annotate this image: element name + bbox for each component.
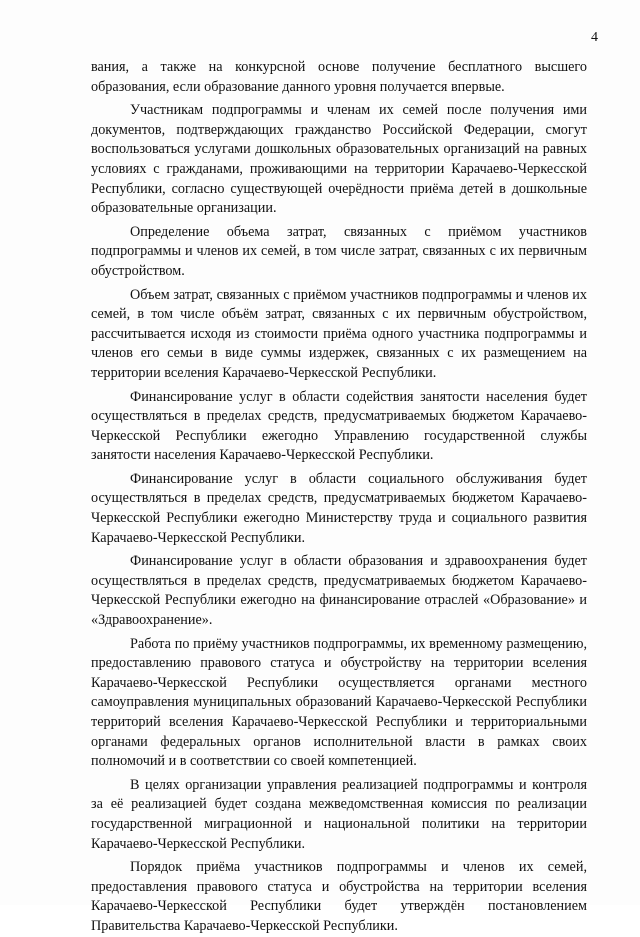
paragraph-social-services-funding: Финансирование услуг в области социального обслуживания будет осуществляться в пределах средств, предусматриваемых бюджетом Карачаево-Черкесской Республики ежегодно Министерству труда и социального развития Карачаево-Черкесской Республики. xyxy=(91,470,587,546)
paragraph-reception-work: Работа по приёму участников подпрограммы, их временному размещению, предоставлению правового статуса и обустройству на территории вселения Карачаево-Черкесской Республики осуществляется органами местного самоуправления муниципальных образований Карачаево-Черкесской Республики территорий вселения Карачаево-Черкесской Республики и территориальными органами федеральных органов исполнительной власти в рамках своих полномочий и в соответствии со своей компетенцией. xyxy=(91,635,587,770)
paragraph-education-health-funding: Финансирование услуг в области образования и здравоохранения будет осуществляться в пределах средств, предусматриваемых бюджетом Карачаево-Черкесской Республики ежегодно на финансирование отраслей «Образование» и «Здравоохранение». xyxy=(91,553,587,629)
paragraph-cost-calculation: Объем затрат, связанных с приёмом участников подпрограммы и членов их семей, в том числе объём затрат, связанных с их первичным обустройством, рассчитывается исходя из стоимости приёма одного участника подпрограммы и членов его семьи в виде суммы издержек, связанных с их размещением на территории вселения Карачаево-Черкесской Республики. xyxy=(91,286,587,381)
paragraph-reception-procedure: Порядок приёма участников подпрограммы и членов их семей, предоставления правового статуса и обустройства на территории вселения Карачаево-Черкесской Республики будет утверждён постановлением Правительства Карачаево-Черкесской Республики. xyxy=(91,859,587,934)
document-body xyxy=(91,58,587,937)
page-number: 4 xyxy=(591,30,598,45)
paragraph-preschool-services: Участникам подпрограммы и членам их семей после получения ими документов, подтверждающих гражданство Российской Федерации, смогут воспользоваться услугами дошкольных образовательных организаций на равных условиях с гражданами, проживающими на территории Карачаево-Черкесской Республики, согласно существующей очерёдности приёма детей в дошкольные образовательные организации. xyxy=(91,102,587,217)
paragraph-interdepartmental-commission: В целях организации управления реализацией подпрограммы и контроля за её реализацией будет создана межведомственная комиссия по реализации государственной миграционной и национальной политики на территории Карачаево-Черкесской Республики. xyxy=(91,776,587,852)
paragraph-cost-definition-heading: Определение объема затрат, связанных с приёмом участников подпрограммы и членов их семей, в том числе затрат, связанных с их первичным обустройством. xyxy=(91,223,587,279)
paragraph-employment-funding: Финансирование услуг в области содействия занятости населения будет осуществляться в пределах средств, предусматриваемых бюджетом Карачаево-Черкесской Республики ежегодно Управлению государственной службы занятости населения Карачаево-Черкесской Республики. xyxy=(91,388,587,464)
paragraph-continuation: вания, а также на конкурсной основе получение бесплатного высшего образования, если образование данного уровня получается впервые. xyxy=(91,59,587,95)
